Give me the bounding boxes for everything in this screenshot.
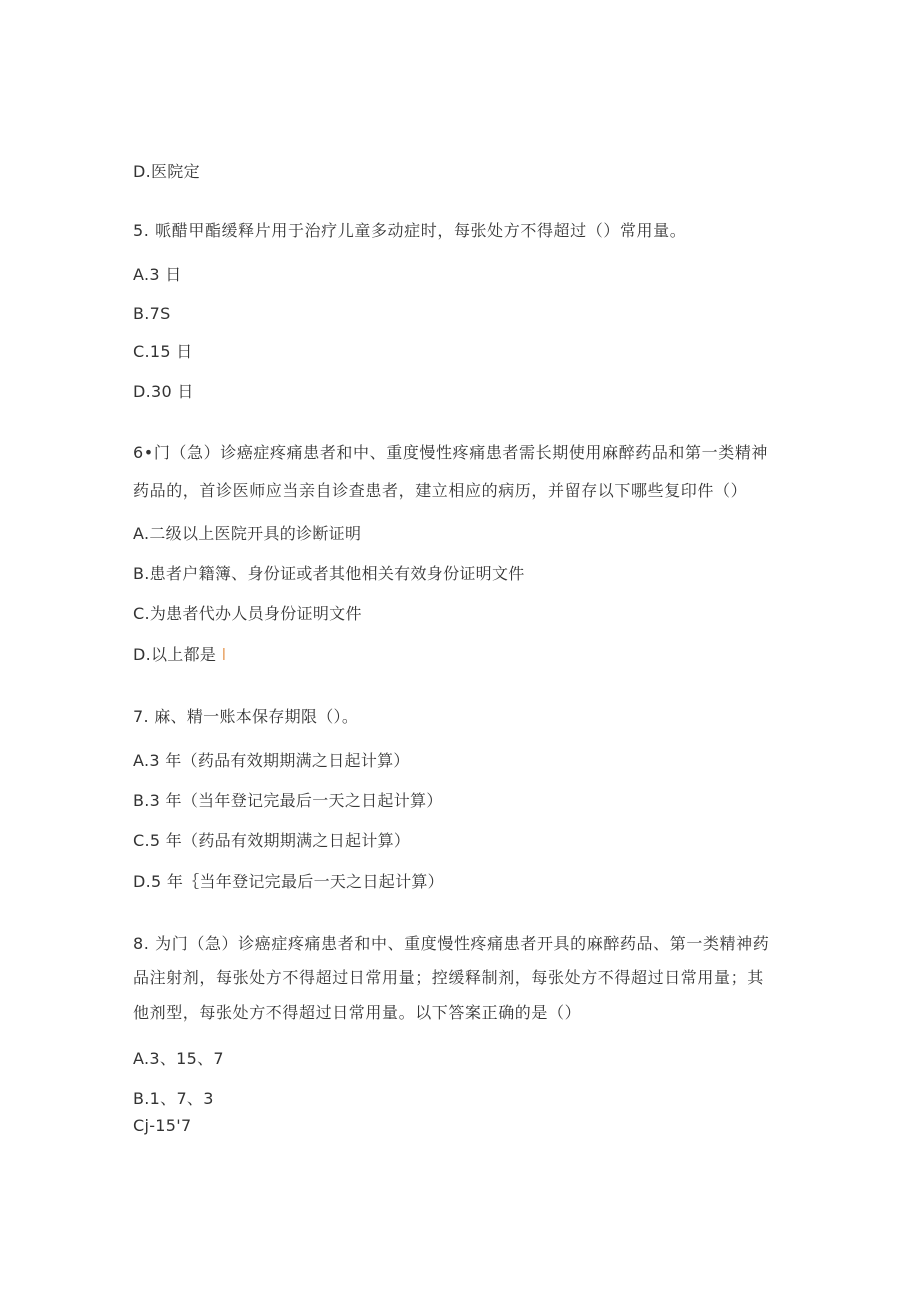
- q6-option-d-row: [133, 645, 226, 665]
- q4-option-d: D.医院定: [133, 162, 200, 181]
- q6-question-line-1: 6•门（急）诊癌症疼痛患者和中、重度慢性疼痛患者需长期使用麻醉药品和第一类精神: [133, 443, 769, 462]
- q5-option-b: B.7S: [133, 304, 171, 323]
- q6-option-d: D.以上都是: [133, 645, 217, 664]
- q8-option-a: A.3、15、7: [133, 1049, 224, 1068]
- q8-option-c: Cj-15'7: [133, 1116, 192, 1135]
- q6-option-b: B.患者户籍簿、身份证或者其他相关有效身份证明文件: [133, 564, 525, 583]
- q6-option-d-mark: l: [221, 645, 227, 664]
- q7-option-a: A.3 年（药品有效期期满之日起计算）: [133, 751, 410, 770]
- q5-option-d: D.30 日: [133, 382, 194, 401]
- q8-option-b: B.1、7、3: [133, 1089, 214, 1108]
- q6-question-line-2: 药品的，首诊医师应当亲自诊查患者，建立相应的病历，并留存以下哪些复印件（）: [133, 481, 748, 500]
- q7-option-b: B.3 年（当年登记完最后一天之日起计算）: [133, 791, 443, 810]
- q7-question: 7. 麻、精一账本保存期限（）。: [133, 707, 359, 726]
- q8-question-line-1: 8. 为门（急）诊癌症疼痛患者和中、重度慢性疼痛患者开具的麻醉药品、第一类精神药: [133, 934, 770, 953]
- q8-question-line-3: 他剂型，每张处方不得超过日常用量。以下答案正确的是（）: [133, 1003, 582, 1022]
- q6-option-c: C.为患者代办人员身份证明文件: [133, 604, 362, 623]
- q8-question-line-2: 品注射剂，每张处方不得超过日常用量；控缓释制剂，每张处方不得超过日常用量；其: [133, 968, 764, 987]
- q7-option-c: C.5 年（药品有效期期满之日起计算）: [133, 831, 411, 850]
- q6-option-a: A.二级以上医院开具的诊断证明: [133, 524, 362, 543]
- q5-question: 5. 哌醋甲酯缓释片用于治疗儿童多动症时，每张处方不得超过（）常用量。: [133, 221, 687, 240]
- q5-option-c: C.15 日: [133, 342, 193, 361]
- q5-option-a: A.3 日: [133, 265, 182, 284]
- q7-option-d: D.5 年｛当年登记完最后一天之日起计算）: [133, 872, 444, 891]
